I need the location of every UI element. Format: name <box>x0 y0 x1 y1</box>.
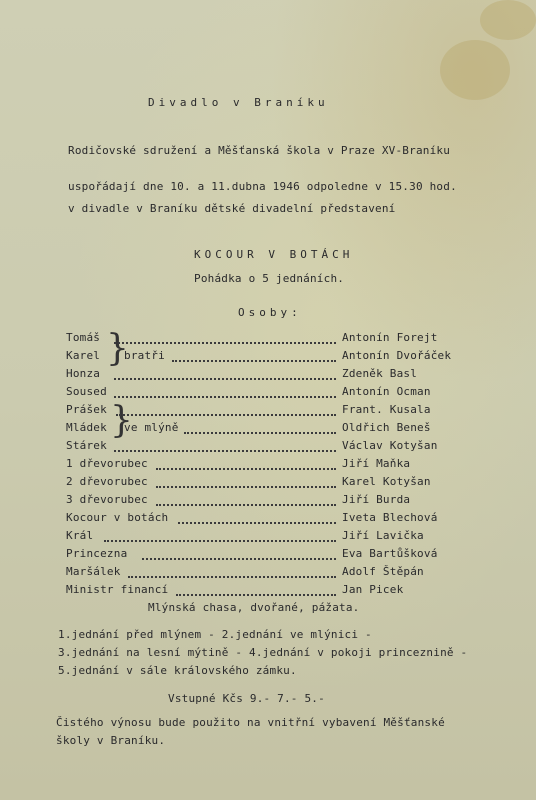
cast-role: Tomáš <box>66 331 101 344</box>
cast-role: Mládek <box>66 421 107 434</box>
group-label-brothers: bratři <box>124 349 165 362</box>
cast-role: Kocour v botách <box>66 511 169 524</box>
cast-actor: Eva Bartůšková <box>342 547 438 560</box>
leader-dots <box>176 594 336 596</box>
cast-role: Princezna <box>66 547 128 560</box>
intro-line-2: uspořádají dne 10. a 11.dubna 1946 odpoledne v 15.30 hod. <box>68 180 457 193</box>
cast-actor: Antonín Ocman <box>342 385 431 398</box>
cast-role: Honza <box>66 367 101 380</box>
cast-actor: Antonín Dvořáček <box>342 349 452 362</box>
cast-role: Král <box>66 529 94 542</box>
acts-line-2: 3.jednání na lesní mýtině - 4.jednání v pokoji princeznině - <box>58 646 468 659</box>
cast-actor: Frant. Kusala <box>342 403 431 416</box>
cast-role: Maršálek <box>66 565 121 578</box>
cast-actor: Jan Picek <box>342 583 404 596</box>
cast-role: Stárek <box>66 439 107 452</box>
proceeds-line-2: školy v Braníku. <box>56 734 166 747</box>
cast-actor: Jiří Burda <box>342 493 411 506</box>
leader-dots <box>156 468 336 470</box>
cast-heading: Osoby: <box>238 306 302 319</box>
stain <box>480 0 536 40</box>
brace-brothers: } <box>106 328 129 369</box>
cast-actor: Iveta Blechová <box>342 511 438 524</box>
leader-dots <box>156 486 336 488</box>
cast-role: Soused <box>66 385 107 398</box>
cast-actor: Jiří Lavička <box>342 529 424 542</box>
cast-actor: Karel Kotyšan <box>342 475 431 488</box>
cast-role: 3 dřevorubec <box>66 493 148 506</box>
heading-title: Divadlo v Braníku <box>148 96 329 109</box>
acts-line-1: 1.jednání před mlýnem - 2.jednání ve mlýnici - <box>58 628 372 641</box>
play-title: KOCOUR V BOTÁCH <box>194 248 354 261</box>
cast-actor: Václav Kotyšan <box>342 439 438 452</box>
leader-dots <box>184 432 336 434</box>
cast-role: Karel <box>66 349 101 362</box>
leader-dots <box>172 360 336 362</box>
leader-dots <box>114 396 336 398</box>
leader-dots <box>128 576 336 578</box>
cast-actor: Antonín Forejt <box>342 331 438 344</box>
leader-dots <box>142 558 336 560</box>
leader-dots <box>114 450 336 452</box>
admission: Vstupné Kčs 9.- 7.- 5.- <box>168 692 325 705</box>
intro-line-1: Rodičovské sdružení a Měšťanská škola v Praze XV-Braníku <box>68 144 451 157</box>
cast-actor: Zdeněk Basl <box>342 367 418 380</box>
intro-line-3: v divadle v Braníku dětské divadelní představení <box>68 202 396 215</box>
play-subtitle: Pohádka o 5 jednáních. <box>194 272 345 285</box>
cast-role: Ministr financí <box>66 583 169 596</box>
stain <box>440 40 510 100</box>
leader-dots <box>178 522 336 524</box>
cast-role: 2 dřevorubec <box>66 475 148 488</box>
acts-line-3: 5.jednání v sále královského zámku. <box>58 664 297 677</box>
cast-actor: Jiří Maňka <box>342 457 411 470</box>
cast-role: Prášek <box>66 403 107 416</box>
brace-mill: } <box>110 400 133 441</box>
cast-actor: Oldřich Beneš <box>342 421 431 434</box>
leader-dots <box>114 378 336 380</box>
leader-dots <box>114 342 336 344</box>
extras-line: Mlýnská chasa, dvořané, pážata. <box>148 601 360 614</box>
leader-dots <box>116 414 336 416</box>
leader-dots <box>104 540 336 542</box>
group-label-mill: ve mlýně <box>124 421 179 434</box>
cast-actor: Adolf Štěpán <box>342 565 424 578</box>
proceeds-line-1: Čistého výnosu bude použito na vnitřní vybavení Měšťanské <box>56 716 445 729</box>
cast-role: 1 dřevorubec <box>66 457 148 470</box>
leader-dots <box>156 504 336 506</box>
